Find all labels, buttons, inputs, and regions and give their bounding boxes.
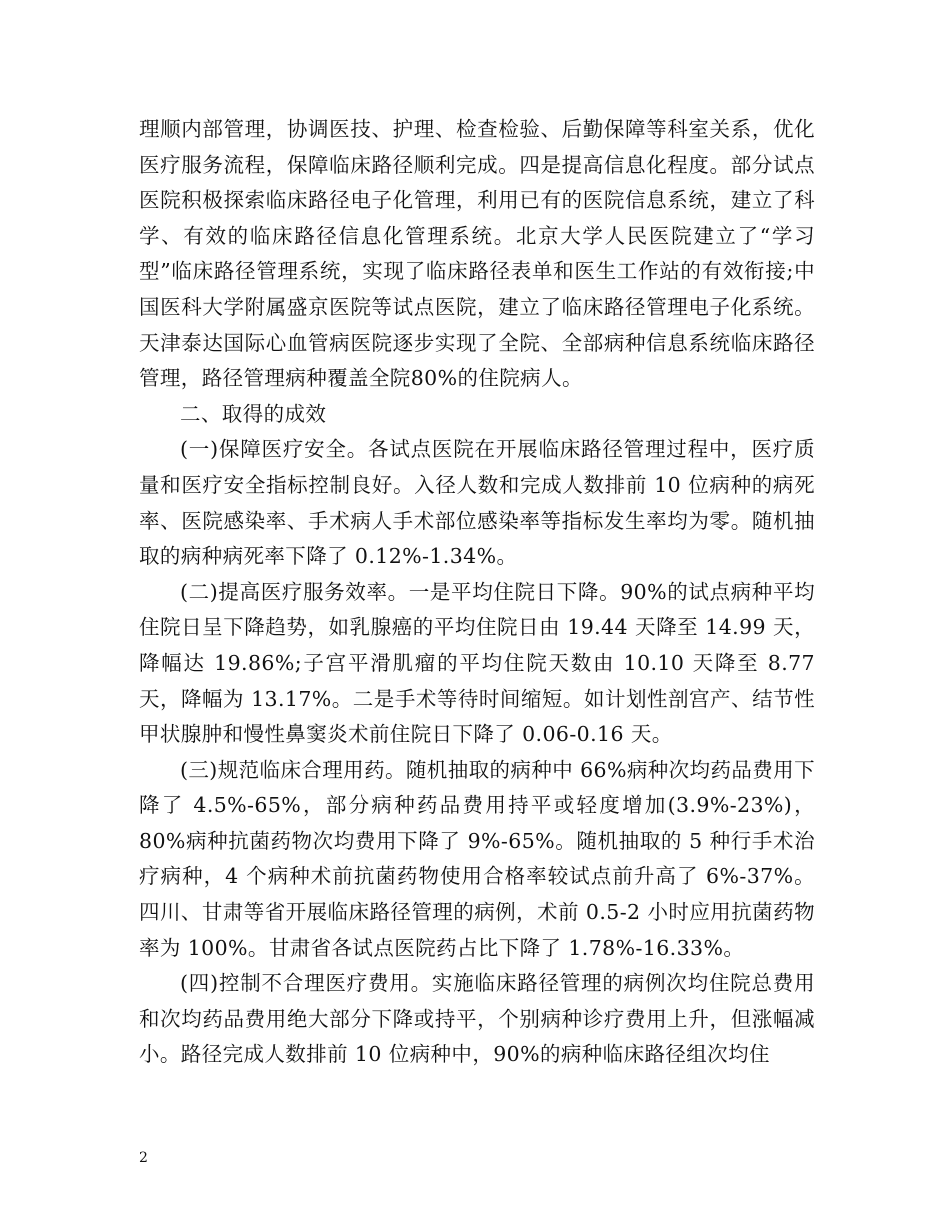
paragraph-1: 理顺内部管理，协调医技、护理、检查检验、后勤保障等科室关系，优化医疗服务流程，保障临床路径顺利完成。四是提高信息化程度。部分试点医院积极探索临床路径电子化管理，利用已有的医院信息系统，建立了科学、有效的临床路径信息化管理系统。北京大学人民医院建立了“学习型”临床路径管理系统，实现了临床路径表单和医生工作站的有效衔接;中国医科大学附属盛京医院等试点医院，建立了临床路径管理电子化系统。天津泰达国际心血管病医院逐步实现了全院、全部病种信息系统临床路径管理，路径管理病种覆盖全院80%的住院病人。 <box>139 117 815 391</box>
paragraph-cost-control: (四)控制不合理医疗费用。实施临床路径管理的病例次均住院总费用和次均药品费用绝大部分下降或持平，个别病种诊疗费用上升，但涨幅减小。路径完成人数排前 10 位病种中，90%的病种临床路径组次均住 <box>139 971 815 1067</box>
document-body <box>139 112 815 1073</box>
section-heading: 二、取得的成效 <box>180 401 327 426</box>
paragraph-medical-safety: (一)保障医疗安全。各试点医院在开展临床路径管理过程中，医疗质量和医疗安全指标控制良好。入径人数和完成人数排前 10 位病种的病死率、医院感染率、手术病人手术部位感染率等指标发生率均为零。随机抽取的病种病死率下降了 0.12%-1.34%。 <box>139 437 815 569</box>
paragraph-rational-medication: (三)规范临床合理用药。随机抽取的病种中 66%病种次均药品费用下降了 4.5%-65%，部分病种药品费用持平或轻度增加(3.9%-23%)，80%病种抗菌药物次均费用下降了 9%-65%。随机抽取的 5 种行手术治疗病种，4 个病种术前抗菌药物使用合格率较试点前升高了 6%-37%。四川、甘肃等省开展临床路径管理的病例，术前 0.5-2 小时应用抗菌药物率为 100%。甘肃省各试点医院药占比下降了 1.78%-16.33%。 <box>139 757 815 960</box>
page-number: 2 <box>139 1150 148 1166</box>
paragraph-service-efficiency: (二)提高医疗服务效率。一是平均住院日下降。90%的试点病种平均住院日呈下降趋势，如乳腺癌的平均住院日由 19.44 天降至 14.99 天，降幅达 19.86%;子宫平滑肌瘤的平均住院天数由 10.10 天降至 8.77 天，降幅为 13.17%。二是手术等待时间缩短。如计划性剖宫产、结节性甲状腺肿和慢性鼻窦炎术前住院日下降了 0.06-0.16 天。 <box>139 579 815 747</box>
